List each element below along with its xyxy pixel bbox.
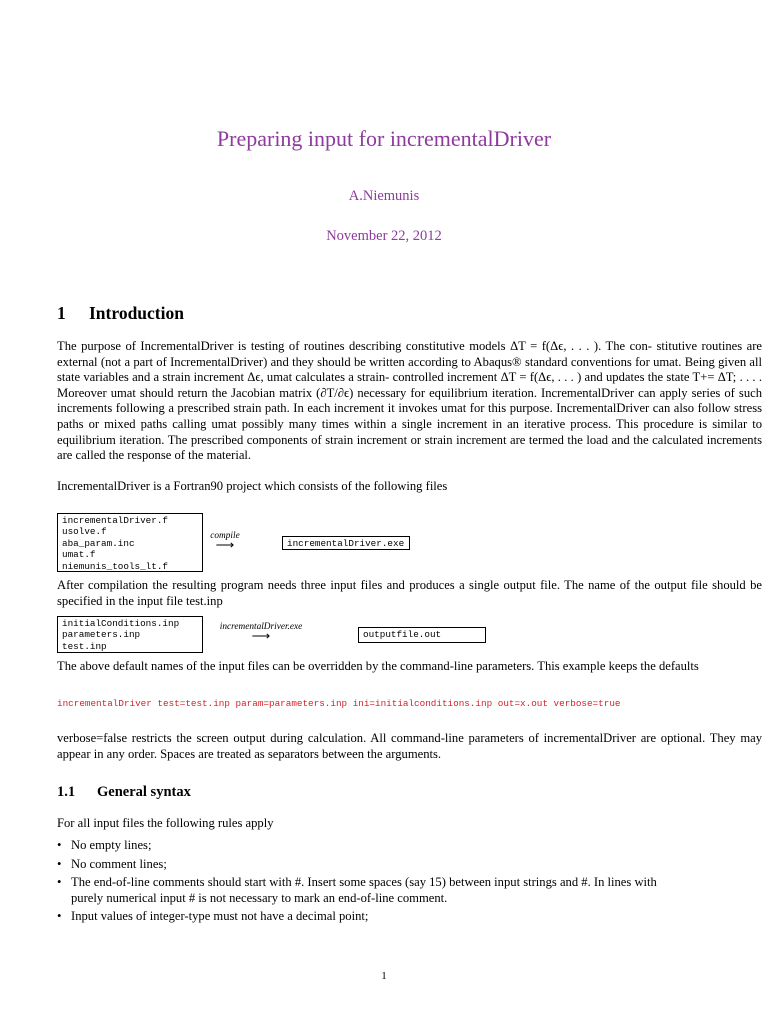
source-file: umat.f [62,549,96,561]
list-item: • No comment lines; [57,857,762,873]
verbose-paragraph [57,731,762,762]
intro-line: is similar to equilibrium iteration. The prescribed components of strain increment or strain increment are termed the [57,416,762,447]
source-file: aba_param.inc [62,537,135,549]
intro-line: stitutive routines are external (not a part of IncrementalDriver) and they should be written according to Abaqus® [57,339,762,369]
intro-line: standard conventions for umat. Being given all state variables and a strain increment Δϵ, umat calculates a strain- [57,354,763,385]
override-line: defaults [658,659,699,673]
subsection-number: 1.1 [57,784,76,800]
input-file: initialConditions.inp [62,618,180,629]
verbose-line: They may appear in any order. Spaces are treated as separators between the arguments. [57,731,762,761]
exe-file-box [282,536,410,550]
intro-paragraph [57,339,762,464]
compilation-line: After compilation the resulting program needs three input files and produces a single output file. The name of the output [57,578,687,592]
intro-line: paths or mixed paths calling umat possibly many times within a single increment in an iterative process. This procedure [57,416,694,431]
compile-label: compile [210,531,240,541]
subsection-title: General syntax [97,784,191,800]
author: A.Niemunis [348,188,420,204]
source-file: usolve.f [62,526,107,538]
date: November 22, 2012 [326,228,442,244]
section-title: Introduction [89,303,184,323]
intro-line: controlled increment ΔT = f(Δϵ, . . . ) and updates the state T+= ΔT; . . . . Moreover umat should return the Jacobian [57,370,762,400]
compilation-paragraph [57,578,762,609]
source-file: incrementalDriver.f [62,515,169,526]
source-file: niemunis_tools_lt.f [62,560,169,572]
exe-file: incrementalDriver.exe [287,538,405,549]
output-file-box [358,627,486,643]
input-file: test.inp [62,640,107,652]
right-arrow-icon: ⟶ [251,628,271,643]
page-title: Preparing input for incrementalDriver [216,126,552,151]
command-line-example: incrementalDriver test=test.inp param=parameters.inp ini=initialconditions.inp out=x.out verbose=true [57,698,621,709]
section-number: 1 [57,303,66,323]
intro-line: load and the calculated increments are called the response of the material. [57,432,762,463]
compilation-line: file should be specified in the input file test.inp [57,578,762,608]
source-files-box [57,513,203,572]
output-file: outputfile.out [363,629,442,640]
override-line: The above default names of the input files can be overridden by the command-line parameters. This example keeps the [57,659,656,673]
project-files-paragraph: IncrementalDriver is a Fortran90 project which consists of the following files [57,479,448,493]
rules-list [57,838,762,928]
right-arrow-icon: ⟶ [215,537,235,552]
list-item: • No empty lines; [57,838,762,854]
run-arrow [205,622,317,643]
list-item: • The end-of-line comments should start with #. Insert some spaces (say 15) between input strings and #. In lines with purely numerical input # is not necessary to mark an end-of-line comment. [57,875,762,906]
compile-arrow [203,531,247,552]
input-files-box [57,616,203,653]
verbose-line: verbose=false restricts the screen output during calculation. All command-line parameters of incrementalDriver are optional. [57,731,706,745]
list-item: • Input values of integer-type must not have a decimal point; [57,909,762,925]
run-label: incrementalDriver.exe [219,622,303,632]
section-heading-introduction [57,303,184,324]
rules-intro: For all input files the following rules apply [57,816,274,830]
page-number: 1 [381,970,387,982]
override-paragraph [57,659,762,675]
intro-line: a prescribed strain path. In each increment it invokes umat for this purpose. IncrementalDriver can also follow stress [168,401,763,416]
subsection-heading-general-syntax [57,784,191,801]
input-file: parameters.inp [62,629,141,641]
intro-line: The purpose of IncrementalDriver is testing of routines describing constitutive models ΔT = f(Δϵ, . . . ). The con- [57,339,652,353]
intro-line: matrix (∂T/∂ϵ) necessary for equilibrium iteration. IncrementalDriver can apply series of such increments following [57,385,763,416]
